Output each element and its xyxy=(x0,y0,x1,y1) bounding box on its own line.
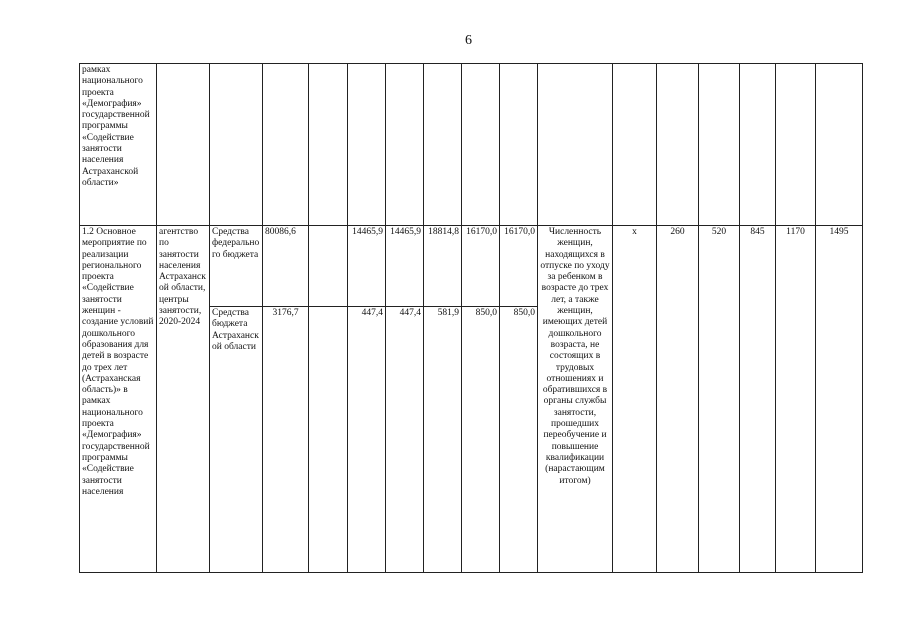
indicator-value-cell: 520 xyxy=(699,226,740,573)
empty-cell xyxy=(462,64,500,226)
empty-cell xyxy=(740,64,776,226)
indicator-cell: Численность женщин, находящихся в отпуске по уходу за ребенком в возрасте до трех лет, а также женщин, имеющих детей дошкольного возраста, не состоящих в трудовых отношениях и обратившихся в органы службы занятости, прошедших переобучение и повышение квалификации (нарастающим итогом) xyxy=(538,226,613,573)
federal-budget-row xyxy=(80,226,863,307)
funding-year-cell xyxy=(309,226,348,307)
executor-cell: агентство по занятости населения Астраханской области, центры занятости, 2020-2024 xyxy=(157,226,210,573)
indicator-value-cell: 845 xyxy=(740,226,776,573)
funding-year-cell: 850,0 xyxy=(500,307,538,573)
funding-year-cell: 16170,0 xyxy=(462,226,500,307)
page-number: 6 xyxy=(465,33,472,48)
indicator-value-cell: 1495 xyxy=(816,226,863,573)
empty-cell xyxy=(657,64,699,226)
activity-name-cell: 1.2 Основное мероприятие по реализации регионального проекта «Содействие занятости женщин - создание условий дошкольного образования для детей в возрасте до трех лет (Астраханская область)» в рамках национального проекта «Демография» государственной программы «Содействие занятости населения xyxy=(80,226,157,573)
indicator-value-cell: 260 xyxy=(657,226,699,573)
empty-cell xyxy=(500,64,538,226)
empty-cell xyxy=(210,64,263,226)
empty-cell xyxy=(424,64,462,226)
empty-cell xyxy=(263,64,309,226)
empty-cell xyxy=(776,64,816,226)
empty-cell xyxy=(699,64,740,226)
funding-year-cell: 16170,0 xyxy=(500,226,538,307)
funding-year-cell: 850,0 xyxy=(462,307,500,573)
empty-cell xyxy=(816,64,863,226)
funding-year-cell: 447,4 xyxy=(386,307,424,573)
empty-cell xyxy=(538,64,613,226)
empty-cell xyxy=(348,64,386,226)
funding-source-cell: Средства бюджета Астраханской области xyxy=(210,307,263,573)
funding-year-cell: 447,4 xyxy=(348,307,386,573)
funding-year-cell: 18814,8 xyxy=(424,226,462,307)
funding-total-cell: 80086,6 xyxy=(263,226,309,307)
funding-year-cell: 14465,9 xyxy=(348,226,386,307)
indicator-base-cell: x xyxy=(613,226,657,573)
empty-cell xyxy=(157,64,210,226)
funding-source-cell: Средства федерального бюджета xyxy=(210,226,263,307)
program-activities-table xyxy=(79,63,863,573)
indicator-value-cell: 1170 xyxy=(776,226,816,573)
funding-year-cell xyxy=(309,307,348,573)
empty-cell xyxy=(386,64,424,226)
funding-total-cell: 3176,7 xyxy=(263,307,309,573)
funding-year-cell: 14465,9 xyxy=(386,226,424,307)
continuation-row xyxy=(80,64,863,226)
empty-cell xyxy=(309,64,348,226)
funding-year-cell: 581,9 xyxy=(424,307,462,573)
empty-cell xyxy=(613,64,657,226)
continuation-text: рамках национального проекта «Демография» государственной программы «Содействие занятости населения Астраханской области» xyxy=(80,64,157,226)
